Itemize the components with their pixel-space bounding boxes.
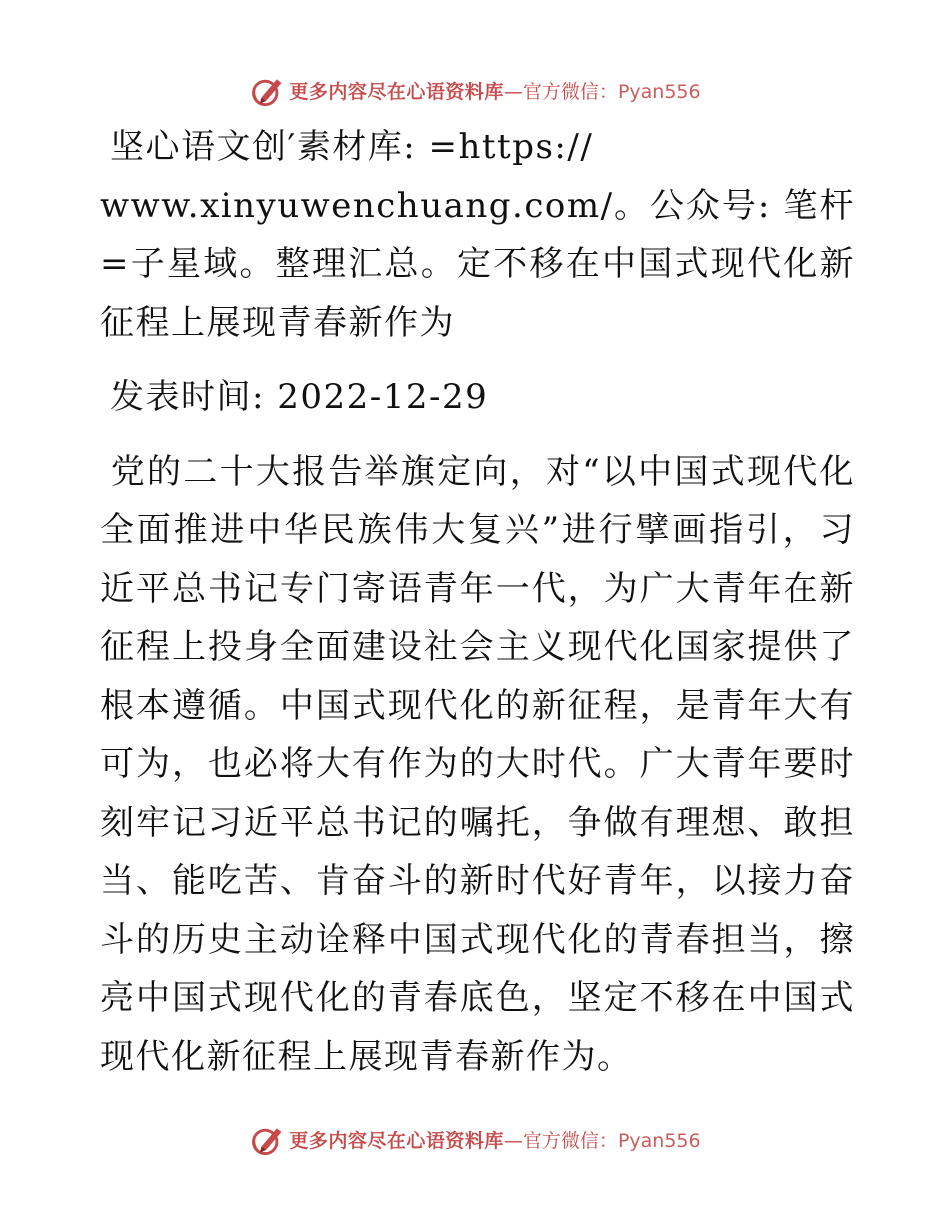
banner-wechat-label: 官方微信： xyxy=(522,1129,618,1152)
pen-logo-icon xyxy=(249,1123,285,1159)
banner-wechat-id: Pyan556 xyxy=(617,80,701,103)
article-paragraph: 党的二十大报告举旗定向，对“以中国式现代化全面推进中华民族伟大复兴”进行擘画指引，习近平总书记专门寄语青年一代，为广大青年在新征程上投身全面建设社会主义现代化国家提供了根本遵循。中国式现代化的新征程，是青年大有可为，也必将大有作为的大时代。广大青年要时刻牢记习近平总书记的嘱托，争做有理想、敢担当、能吃苦、肯奋斗的新时代好青年，以接力奋斗的历史主动诠释中国式现代化的青春担当，擦亮中国式现代化的青春底色，坚定不移在中国式现代化新征程上展现青春新作为。 xyxy=(100,451,855,1077)
publish-date: 发表时间: 2022-12-29 xyxy=(110,377,489,417)
banner-dash: — xyxy=(503,80,523,103)
pen-logo-icon xyxy=(249,74,285,110)
banner-dash: — xyxy=(503,1129,523,1152)
banner-slogan: 更多内容尽在心语资料库 xyxy=(289,1129,504,1152)
banner-slogan: 更多内容尽在心语资料库 xyxy=(289,80,504,103)
header-line-2: www.xinyuwenchuang.com/。公众号: 笔杆=子星域。整理汇总。定不移在中国式现代化新征程上展现青春新作为 xyxy=(100,185,855,343)
banner-wechat-id: Pyan556 xyxy=(617,1129,701,1152)
footer-banner xyxy=(0,1121,950,1161)
document-body xyxy=(100,118,855,1086)
banner-wechat-label: 官方微信： xyxy=(522,80,618,103)
header-banner xyxy=(0,72,950,112)
header-line-1: 坚心语文创′素材库: =https:// xyxy=(110,127,594,167)
